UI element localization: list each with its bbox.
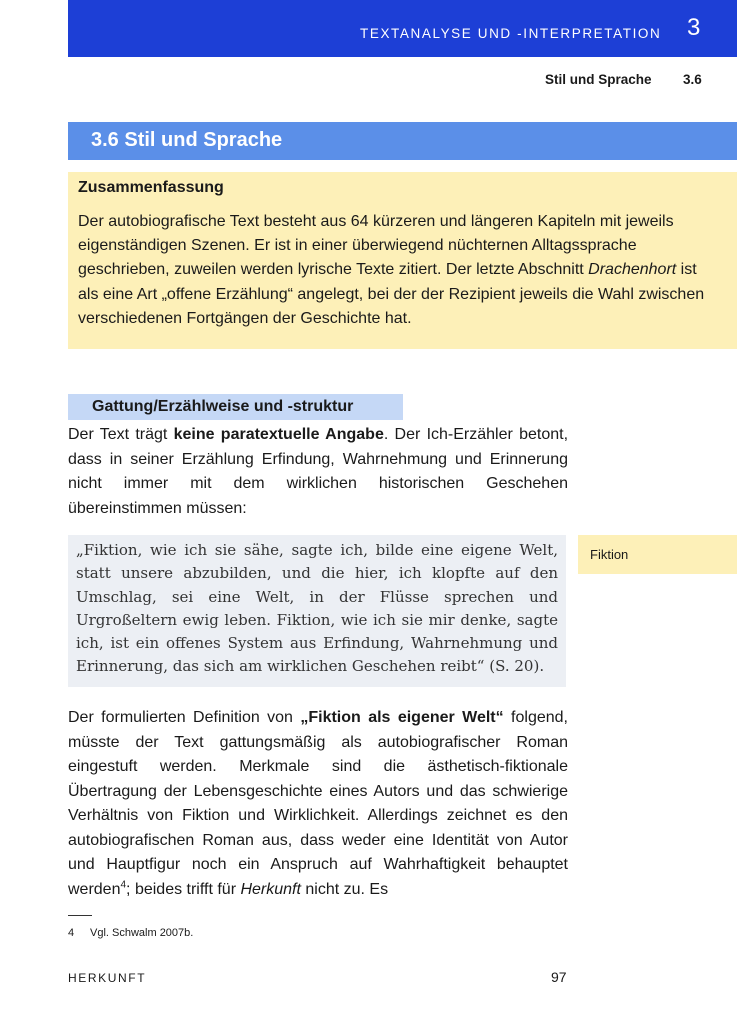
margin-note bbox=[578, 535, 737, 574]
running-head-number: 3.6 bbox=[683, 72, 702, 87]
body-paragraph-2: Der formulierten Definition von „Fiktion als eigener Welt“ folgend, müsste der Text gattungsmäßig als autobiografischer Roman eingestuft werden. Merkmale sind die ästhetisch-fiktionale Übertragung der Lebensgeschichte eines Autors und das schwierige Verhältnis von Fiktion und Wirklichkeit. Allerdings zeichnet es den autobiografischen Roman aus, dass weder eine Identität von Autor und Hauptfigur noch ein Anspruch auf Wahrhaftigkeit behauptet werden$^4$; beides trifft für Herkunft nicht zu. Es bbox=[68, 709, 568, 898]
quotation-box bbox=[68, 535, 566, 687]
footnote-text: Vgl. Schwalm 2007b. bbox=[90, 927, 194, 939]
summary-italic-title: Drachenhort bbox=[588, 261, 677, 279]
footnote bbox=[68, 927, 193, 939]
emphasis-fiction-definition: „Fiktion als eigener Welt“ bbox=[300, 709, 504, 726]
subsection-heading: Gattung/Erzählweise und -struktur bbox=[92, 398, 354, 415]
chapter-header-bar bbox=[68, 0, 737, 57]
emphasis-paratext: keine paratextuelle Angabe bbox=[173, 426, 384, 443]
chapter-title: TEXTANALYSE UND -INTERPRETATION bbox=[360, 26, 662, 41]
summary-text: Der autobiografische Text besteht aus 64 kürzeren und längeren Kapiteln mit jeweils eigenständigen Szenen. Er ist in einer überwiegend nüchternen Alltagssprache geschrieben, zuweilen werden lyrische Texte zitiert. Der letzte Abschnitt Drachenhort ist als eine Art „offene Erzählung“ angelegt, bei der der Rezipient jeweils die Wahl zwischen verschiedenen Fortgängen der Geschichte hat. bbox=[78, 213, 705, 327]
summary-box bbox=[68, 172, 737, 349]
running-head-title: Stil und Sprache bbox=[545, 72, 652, 87]
footnote-divider bbox=[68, 915, 92, 916]
chapter-number: 3 bbox=[687, 14, 701, 41]
italic-book-title: Herkunft bbox=[240, 880, 301, 898]
footer-book-title: HERKUNFT bbox=[68, 971, 147, 985]
page-number: 97 bbox=[551, 969, 567, 985]
quotation-text: „Fiktion, wie ich sie sähe, sagte ich, bilde eine eigene Welt, statt unsere abzubilden, und die hier, ich klopfte auf den Umschlag, sei eine Welt, in der Flüsse sprechen und Urgroßeltern ewig leben. Fiktion, wie ich sie mir denke, sagte ich, ist ein offenes System aus Erfindung, Wahrnehmung und Erinnerung, das sich am wirklichen Geschehen reibt“ (S. 20). bbox=[76, 541, 558, 676]
subsection-heading-bar bbox=[68, 394, 403, 420]
summary-title: Zusammenfassung bbox=[78, 179, 224, 196]
margin-note-label: Fiktion bbox=[590, 547, 629, 562]
footnote-reference[interactable]: 4 bbox=[120, 879, 127, 891]
section-heading: 3.6 Stil und Sprache bbox=[91, 129, 283, 151]
section-heading-bar bbox=[68, 122, 737, 160]
body-paragraph-1: Der Text trägt keine paratextuelle Angabe. Der Ich-Erzähler betont, dass in seiner Erzählung Erfindung, Wahrnehmung und Erinnerung nicht immer mit dem wirklichen historischen Geschehen übereinstimmen müssen: bbox=[68, 426, 569, 517]
footnote-number: 4 bbox=[68, 927, 75, 939]
